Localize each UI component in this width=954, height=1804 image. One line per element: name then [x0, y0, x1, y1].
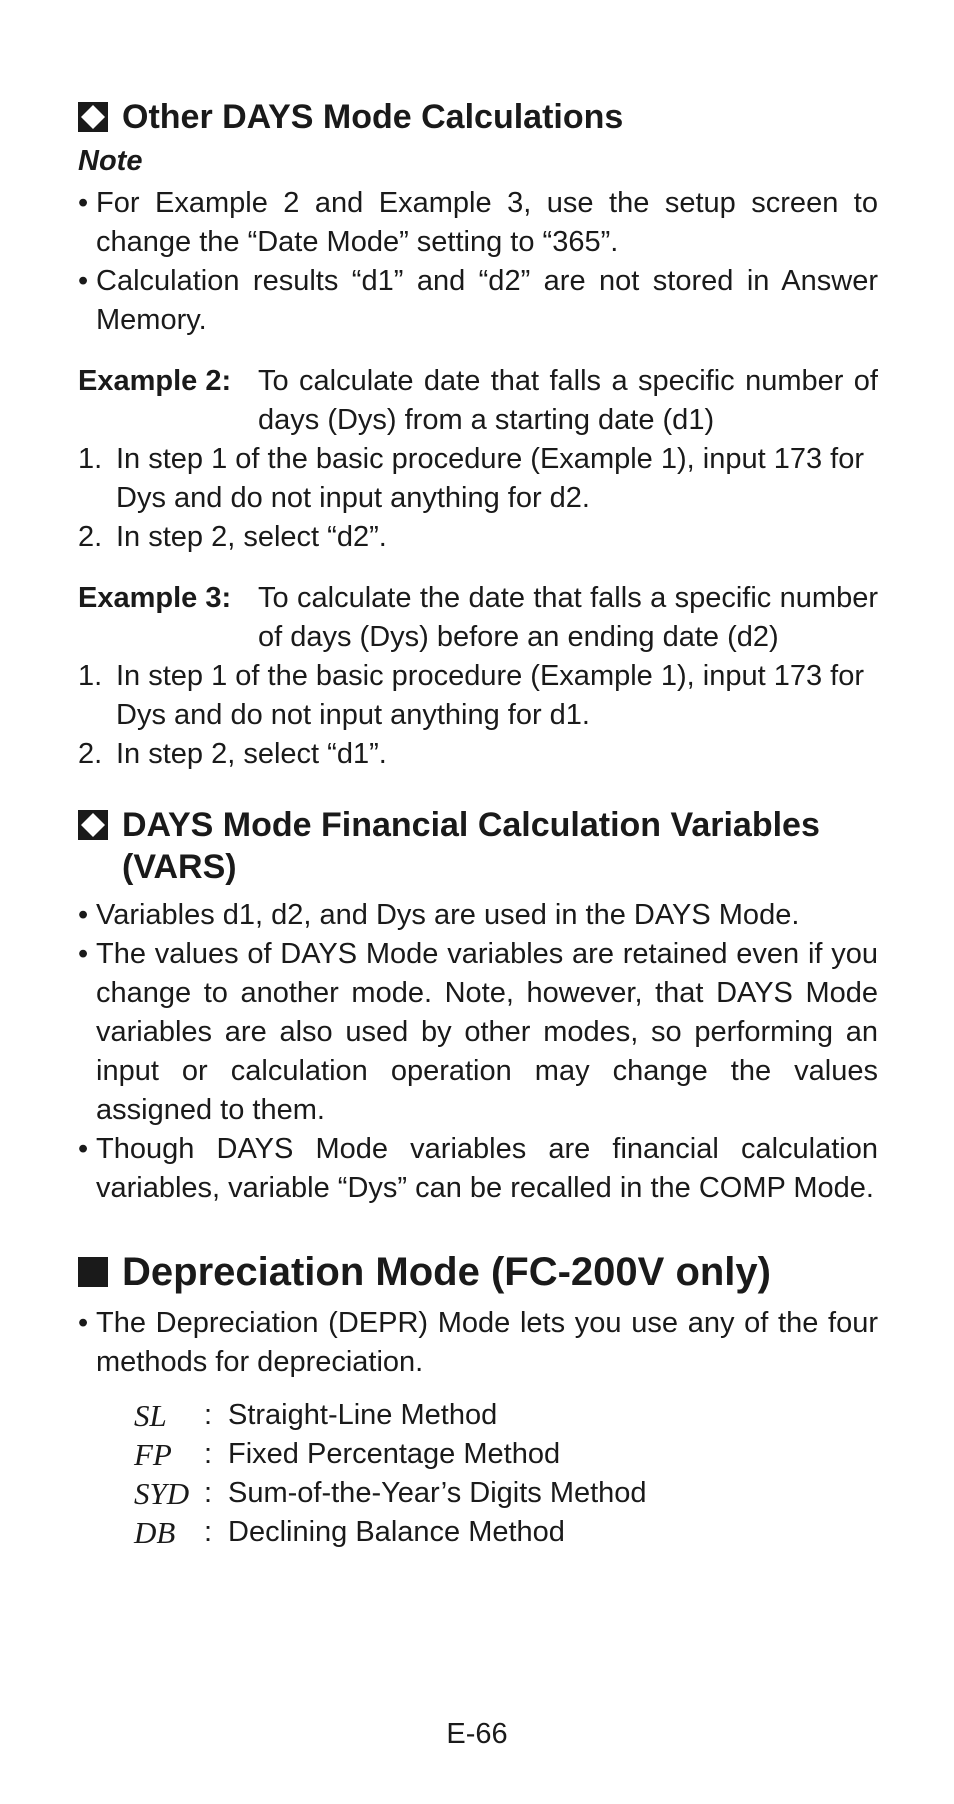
example-3-label: Example 3: — [78, 582, 232, 614]
section-heading-other-days: Other DAYS Mode Calculations — [78, 96, 878, 138]
list-item: 1. In step 1 of the basic procedure (Example 1), input 173 for Dys and do not input anything for d1. — [78, 660, 864, 731]
document-page — [78, 96, 878, 1552]
method-sl: SL : Straight-Line Method — [134, 1398, 498, 1433]
list-item: • Variables d1, d2, and Dys are used in the DAYS Mode. — [78, 896, 878, 935]
list-item: 2. In step 2, select “d1”. — [78, 738, 387, 770]
method-fp: FP : Fixed Percentage Method — [134, 1437, 561, 1472]
method-syd: SYD : Sum-of-the-Year’s Digits Method — [134, 1476, 647, 1511]
note-bullet-list — [78, 184, 878, 340]
note-label: Note — [78, 145, 143, 177]
list-item: • The Depreciation (DEPR) Mode lets you use any of the four methods for depreciation. — [78, 1304, 878, 1382]
list-item: • Though DAYS Mode variables are financial calculation variables, variable “Dys” can be recalled in the COMP Mode. — [78, 1130, 878, 1208]
example-2 — [78, 362, 878, 440]
solid-square-icon — [78, 1257, 108, 1287]
section-heading-days-vars: DAYS Mode Financial Calculation Variables (VARS) — [78, 804, 878, 888]
example-3-steps — [78, 657, 878, 774]
hollow-diamond-box-icon — [78, 810, 108, 840]
depreciation-bullet-list — [78, 1304, 878, 1382]
example-2-steps — [78, 440, 878, 557]
list-item: • Calculation results “d1” and “d2” are not stored in Answer Memory. — [78, 262, 878, 340]
page-number: E-66 — [446, 1718, 508, 1750]
example-3 — [78, 579, 878, 657]
hollow-diamond-box-icon — [78, 102, 108, 132]
depreciation-methods-list — [134, 1396, 878, 1552]
example-3-text: To calculate the date that falls a specific number of days (Dys) before an ending date (d2) — [258, 582, 878, 653]
example-2-text: To calculate date that falls a specific number of days (Dys) from a starting date (d1) — [258, 365, 878, 436]
list-item: 2. In step 2, select “d2”. — [78, 521, 387, 553]
method-db: DB : Declining Balance Method — [134, 1515, 565, 1550]
vars-bullet-list — [78, 896, 878, 1208]
section-heading-depreciation: Depreciation Mode (FC-200V only) — [78, 1248, 878, 1296]
list-item: 1. In step 1 of the basic procedure (Example 1), input 173 for Dys and do not input anything for d2. — [78, 443, 864, 514]
list-item: • For Example 2 and Example 3, use the setup screen to change the “Date Mode” setting to “365”. — [78, 184, 878, 262]
list-item: • The values of DAYS Mode variables are retained even if you change to another mode. Note, however, that DAYS Mode variables are also used by other modes, so performing an input or calculation operation may change the values assigned to them. — [78, 935, 878, 1130]
example-2-label: Example 2: — [78, 365, 232, 397]
